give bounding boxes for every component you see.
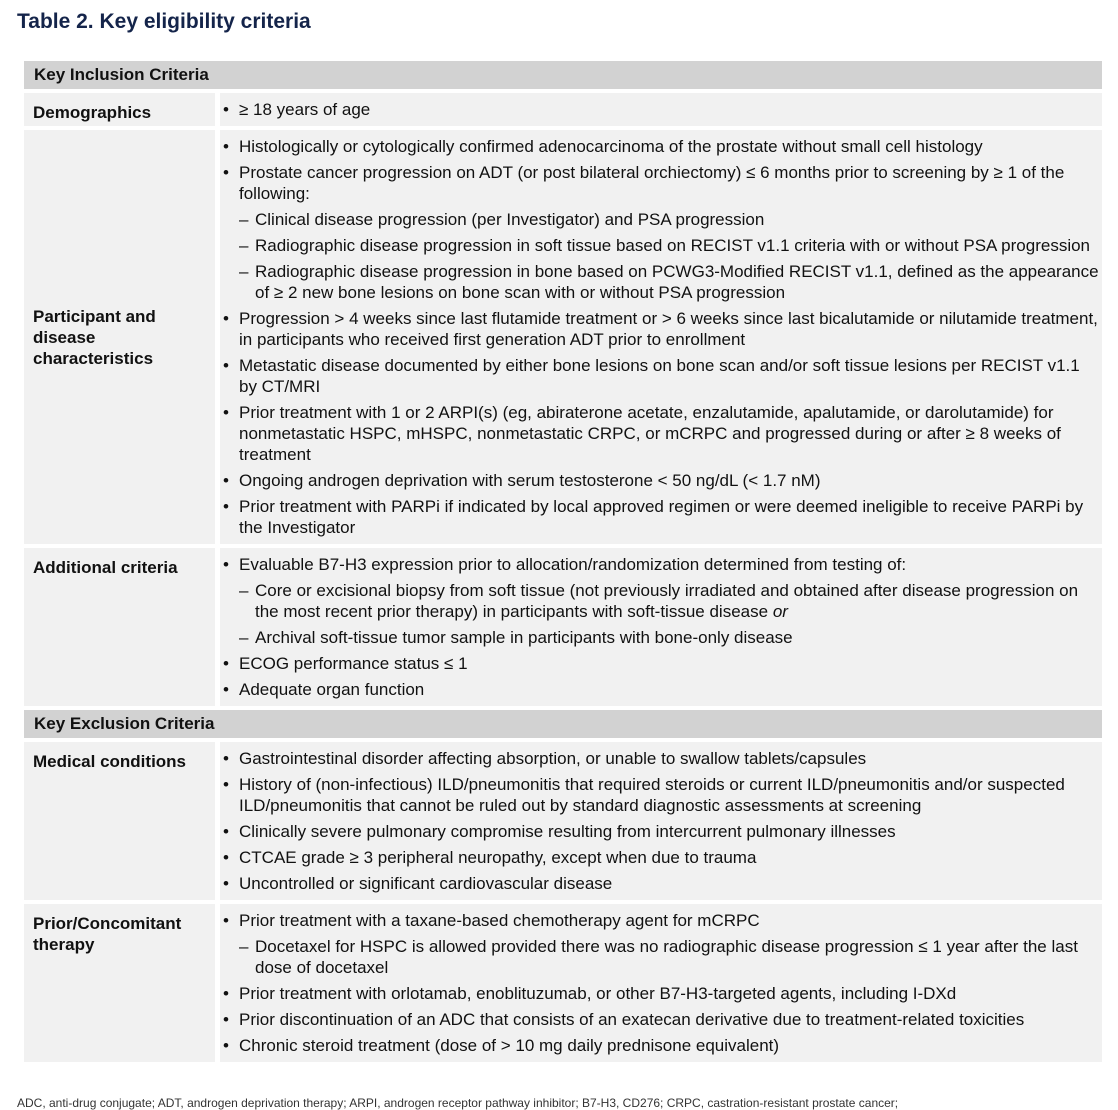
criterion-item — [220, 774, 1102, 816]
eligibility-table — [24, 61, 1102, 1066]
criterion-text: Progression > 4 weeks since last flutamide treatment or > 6 weeks since last bicalutamide or nilutamide treatment, in participants who received first generation ADT prior to enrollment — [239, 309, 1098, 349]
criterion-text: History of (non-infectious) ILD/pneumonitis that required steroids or current ILD/pneumonitis and/or suspected ILD/pneumonitis that cannot be ruled out by standard diagnostic assessments at screening — [239, 775, 1065, 815]
criterion-text: Prior discontinuation of an ADC that consists of an exatecan derivative due to treatment-related toxicities — [239, 1010, 1025, 1029]
criterion-text: Radiographic disease progression in bone based on PCWG3-Modified RECIST v1.1, defined as the appearance of ≥ 2 new bone lesions on bone scan with or without PSA progression — [255, 262, 1099, 302]
criterion-item — [220, 162, 1102, 204]
criterion-text: Prior treatment with a taxane-based chemotherapy agent for mCRPC — [239, 911, 760, 930]
criterion-text: CTCAE grade ≥ 3 peripheral neuropathy, except when due to trauma — [239, 848, 757, 867]
criterion-text: Histologically or cytologically confirmed adenocarcinoma of the prostate without small cell histology — [239, 137, 983, 156]
criterion-item — [220, 983, 1102, 1004]
criterion-item — [220, 679, 1102, 700]
criterion-text: Evaluable B7-H3 expression prior to allocation/randomization determined from testing of: — [239, 555, 907, 574]
criterion-item — [220, 873, 1102, 894]
criterion-text: Clinically severe pulmonary compromise resulting from intercurrent pulmonary illnesses — [239, 822, 896, 841]
criterion-item — [220, 554, 1102, 575]
criterion-item — [220, 99, 1102, 120]
criterion-emphasis: or — [772, 602, 788, 621]
criterion-text: Clinical disease progression (per Investigator) and PSA progression — [255, 210, 765, 229]
sub-criterion — [220, 936, 1102, 978]
exclusion-rows — [24, 742, 1102, 1062]
criterion-text: Adequate organ function — [239, 680, 425, 699]
sub-criterion — [220, 627, 1102, 648]
criteria-category-label — [24, 904, 215, 1062]
criterion-text: Ongoing androgen deprivation with serum testosterone < 50 ng/dL (< 1.7 nM) — [239, 471, 821, 490]
criterion-text: Docetaxel for HSPC is allowed provided there was no radiographic disease progression ≤ 1 year after the last dose of docetaxel — [255, 937, 1078, 977]
criterion-item — [220, 496, 1102, 538]
criterion-item — [220, 748, 1102, 769]
criterion-text: Uncontrolled or significant cardiovascular disease — [239, 874, 613, 893]
criteria-category-label — [24, 742, 215, 900]
criteria-category-text: Medical conditions — [33, 752, 187, 771]
criteria-row — [24, 93, 1102, 126]
criterion-text: Gastrointestinal disorder affecting absorption, or unable to swallow tablets/capsules — [239, 749, 867, 768]
criterion-text: Core or excisional biopsy from soft tissue (not previously irradiated and obtained after disease progression on the most recent prior therapy) in participants with soft-tissue disease — [255, 581, 1079, 621]
criteria-list — [220, 93, 1102, 126]
criterion-text: Prostate cancer progression on ADT (or post bilateral orchiectomy) ≤ 6 months prior to screening by ≥ 1 of the following: — [239, 163, 1065, 203]
criteria-category-label — [24, 548, 215, 706]
criteria-row — [24, 130, 1102, 544]
criterion-text: Radiographic disease progression in soft tissue based on RECIST v1.1 criteria with or without PSA progression — [255, 236, 1091, 255]
criteria-row — [24, 548, 1102, 706]
criterion-item — [220, 910, 1102, 931]
criterion-item — [220, 821, 1102, 842]
sub-criterion — [220, 235, 1102, 256]
sub-criterion — [220, 261, 1102, 303]
criterion-item — [220, 1035, 1102, 1056]
criteria-row — [24, 904, 1102, 1062]
table-title: Table 2. Key eligibility criteria — [17, 10, 311, 33]
criterion-item — [220, 355, 1102, 397]
criteria-category-text: Prior/Concomitant therapy — [33, 914, 182, 954]
criteria-category-label — [24, 130, 215, 544]
criterion-text: Prior treatment with orlotamab, enoblituzumab, or other B7-H3-targeted agents, including I-DXd — [239, 984, 957, 1003]
inclusion-section-header: Key Inclusion Criteria — [24, 61, 1102, 89]
criterion-text: ≥ 18 years of age — [239, 100, 371, 119]
criterion-item — [220, 402, 1102, 465]
criterion-text: Prior treatment with 1 or 2 ARPI(s) (eg, abiraterone acetate, enzalutamide, apalutamide, or darolutamide) for nonmetastatic HSPC, mHSPC, nonmetastatic CRPC, or mCRPC and progressed during or after ≥ 8 weeks of treatment — [239, 403, 1061, 464]
sub-criterion — [220, 209, 1102, 230]
criteria-list — [220, 742, 1102, 900]
criteria-category-text: Additional criteria — [33, 558, 178, 577]
criterion-text: Prior treatment with PARPi if indicated by local approved regimen or were deemed ineligible to receive PARPi by the Investigator — [239, 497, 1084, 537]
criteria-list — [220, 548, 1102, 706]
criterion-text: Archival soft-tissue tumor sample in participants with bone-only disease — [255, 628, 793, 647]
criteria-list — [220, 904, 1102, 1062]
footnote: ADC, anti-drug conjugate; ADT, androgen deprivation therapy; ARPI, androgen receptor pathway inhibitor; B7-H3, CD276; CRPC, castration-resistant prostate cancer; — [17, 1096, 899, 1110]
criterion-item — [220, 136, 1102, 157]
criteria-row — [24, 742, 1102, 900]
criterion-text: ECOG performance status ≤ 1 — [239, 654, 468, 673]
criterion-item — [220, 1009, 1102, 1030]
criterion-item — [220, 470, 1102, 491]
criterion-item — [220, 308, 1102, 350]
criterion-text: Metastatic disease documented by either bone lesions on bone scan and/or soft tissue lesions per RECIST v1.1 by CT/MRI — [239, 356, 1080, 396]
criteria-category-text: Demographics — [33, 103, 152, 122]
criterion-text: Chronic steroid treatment (dose of > 10 mg daily prednisone equivalent) — [239, 1036, 780, 1055]
criterion-item — [220, 653, 1102, 674]
sub-criterion — [220, 580, 1102, 622]
exclusion-section-header: Key Exclusion Criteria — [24, 710, 1102, 738]
criteria-category-label — [24, 93, 215, 126]
inclusion-rows — [24, 93, 1102, 706]
criterion-item — [220, 847, 1102, 868]
criteria-list — [220, 130, 1102, 544]
criteria-category-text: Participant and disease characteristics — [33, 306, 156, 368]
